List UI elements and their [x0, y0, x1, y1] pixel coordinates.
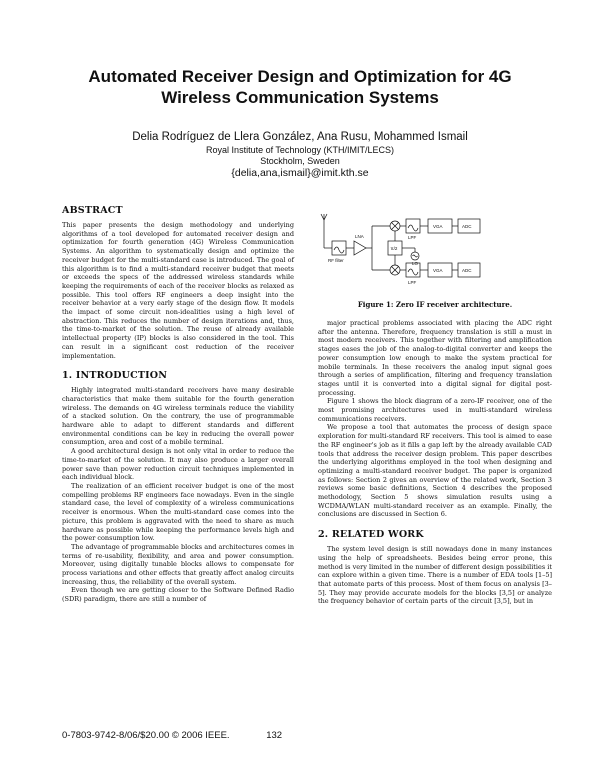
right-column: [318, 208, 552, 606]
copyright-isbn: 0-7803-9742-8/06/$20.00 © 2006 IEEE.: [62, 730, 230, 741]
rf-filter-block: [332, 241, 346, 255]
intro-paragraph: The advantage of programmable blocks and architectures comes in terms of re-usability, flexibility, and area and power consumption. Moreover, using digitally tunable blocks allows to compensate for process variations and other effects that greatly affect analog circuits increasing, thus, the reliability of the overall system.: [62, 542, 294, 586]
related-work-paragraph: The system level design is still nowadays done in many instances using the help of spreadsheets. Besides being error prone, this method is very limited in the number of different design possibilities it can explore within a given time. There is a number of EDA tools [1–5] that automate parts of this process. Most of them focus on analysis [3–5]. They may provide accurate models for the blocks [3,5] or analyze the frequency behavior of certain parts of the circuit [3,5], but in: [318, 545, 552, 606]
body-paragraph: We propose a tool that automates the process of design space exploration for multi-standard RF receivers. This tool is aimed to ease the RF engineer's job as it fills a gap left by the already available CAD tools that address the receiver design problem. This paper describes the underlying algorithms employed in the tool when designing and optimizing a multi-standard receiver budget. The paper is organized as follows: Section 2 gives an overview of the related work, Section 3 reviews some basic definitions, Section 4 describes the proposed methodology, Section 5 shows simulation results using a WCDMA/WLAN multi-standard receiver as an example. Finally, the conclusions are discussed in Section 6.: [318, 423, 552, 519]
page-footer: [62, 730, 282, 741]
affiliation-institution: Royal Institute of Technology (KTH/IMIT/LECS): [206, 145, 394, 155]
introduction-heading: 1. INTRODUCTION: [62, 370, 168, 382]
lna-label: LNA: [355, 234, 364, 239]
adc-bottom-label: ADC: [462, 268, 472, 273]
affiliation-location: Stockholm, Sweden: [260, 156, 340, 166]
intro-paragraph: Even though we are getting closer to the Software Defined Radio (SDR) paradigm, there are still a number of: [62, 586, 294, 604]
author-list: Delia Rodríguez de Llera González, Ana Rusu, Mohammed Ismail: [132, 131, 468, 143]
body-paragraph: major practical problems associated with placing the ADC right after the antenna. Therefore, frequency translation is still a must in most modern receivers. This together with filtering and amplification stages eases the job of the analog-to-digital converter and keeps the power consumption low enough to make the system practical for mobile terminals. In these receivers the analog input signal goes through a series of amplification, filtering and frequency translation stages until it is converted into a digital signal for digital post-processing.: [318, 319, 552, 397]
abstract-heading: ABSTRACT: [62, 205, 123, 216]
rf-filter-label: RF filter: [328, 258, 344, 263]
figure-caption: Figure 1: Zero IF receiver architecture.: [357, 300, 513, 309]
body-paragraph: Figure 1 shows the block diagram of a zero-IF receiver, one of the most promising architectures used in multi-standard wireless communications receivers.: [318, 397, 552, 423]
author-email: {delia,ana,ismail}@imit.kth.se: [231, 167, 369, 179]
abstract-text: This paper presents the design methodology and underlying algorithms of a tool developed for automated receiver design and optimization for fourth generation (4G) Wireless Communication Systems. An algorithm to systematically design and optimize the receiver budget for the multi-standard case is introduced. The goal of this algorithm is to find a multi-standard receiver budget that meets or exceeds the specs of the addressed wireless standards while keeping the requirements of each of the receiver blocks as relaxed as possible. This tool offers RF engineers a deep insight into the receiver behavior at a very early stage of the design flow. It models the impact of some circuit non-idealities using a high level of abstraction. This reduces the number of design iterations and, thus, the time-to-market of the solution. The reuse of already available intellectual property (IP) blocks is also considered in the tool. This can result in a significant cost reduction of the receiver implementation.: [62, 221, 294, 360]
phase-label: π/2: [390, 246, 398, 251]
page-number: 132: [266, 730, 283, 741]
related-work-heading: 2. RELATED WORK: [318, 529, 424, 541]
lpf-top-label: LPF: [408, 235, 417, 240]
vga-top-label: VGA: [433, 224, 443, 229]
intro-paragraph: Highly integrated multi-standard receivers have many desirable characteristics that make them suitable for the fourth generation wireless. The demands on 4G wireless terminals reduce the viability of a stacked solution. On the contrary, the use of programmable hardware able to adapt to different standards and different environmental conditions can be key in reducing the overall power consumption, area and cost of a mobile terminal.: [62, 386, 294, 447]
lna-block: [354, 241, 366, 255]
lpf-top-block: [406, 219, 420, 233]
vga-bottom-label: VGA: [433, 268, 443, 273]
paper-title: Automated Receiver Design and Optimization for 4G Wireless Communication Systems: [88, 67, 512, 107]
lo-label: LO: [412, 261, 419, 266]
intro-paragraph: A good architectural design is not only vital in order to reduce the time-to-market of the solution. It may also produce a larger overall power save than power reduction circuit techniques implemented in each individual block.: [62, 447, 294, 482]
intro-paragraph: The realization of an efficient receiver budget is one of the most compelling problems RF engineers face nowadays. Even in the single standard case, the level of complexity of a wireless communications receiver is enormous. When the multi-standard case comes into the picture, this problem is aggravated with the need to share as much hardware as possible while keeping the performance levels high and the power consumption low.: [62, 481, 294, 543]
zero-if-receiver-diagram: [318, 208, 552, 290]
left-column: [62, 205, 294, 604]
adc-top-label: ADC: [462, 224, 472, 229]
affiliation: [60, 145, 540, 167]
lpf-bottom-label: LPF: [408, 280, 417, 285]
